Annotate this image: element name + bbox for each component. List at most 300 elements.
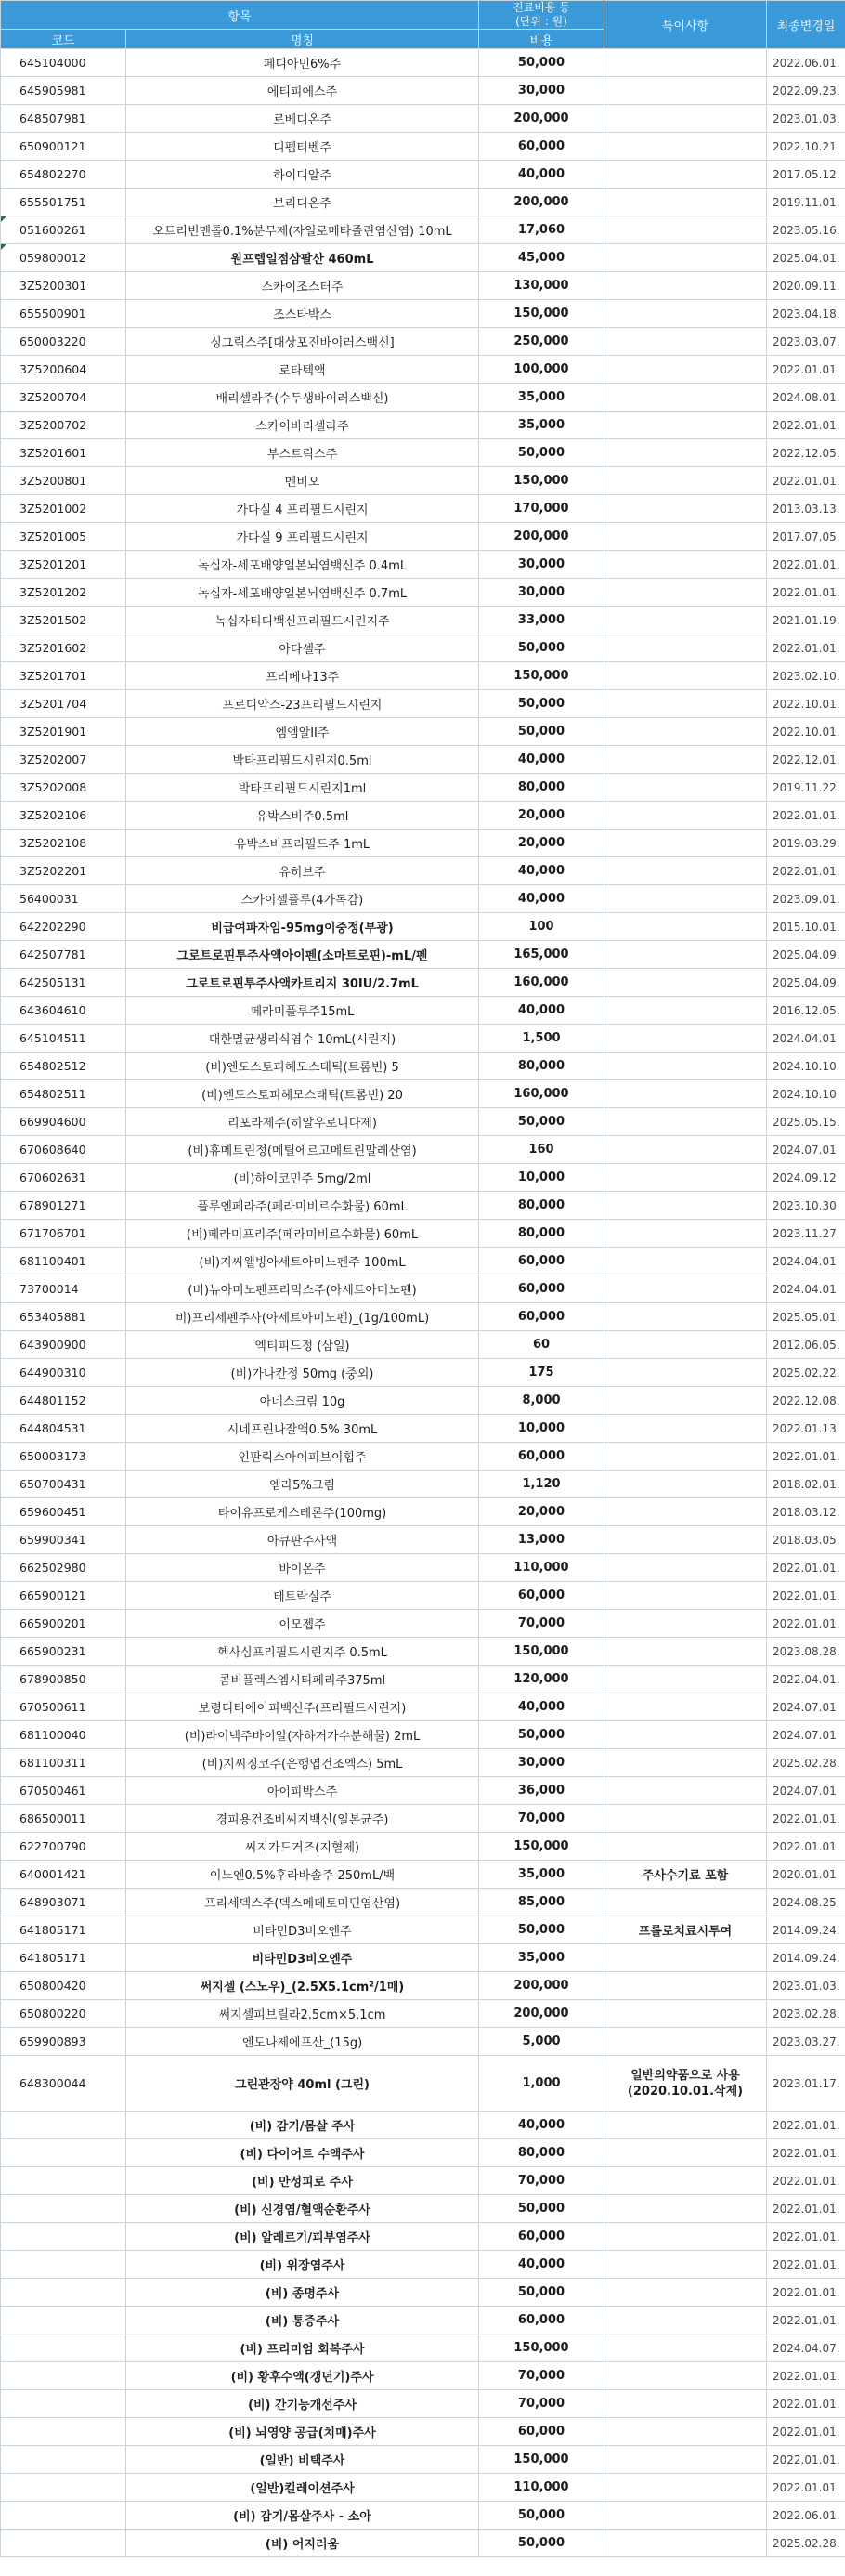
name-cell: 테트락실주 <box>126 1582 479 1610</box>
note-cell <box>604 2279 767 2307</box>
code-cell: 648903071 <box>1 1889 126 1916</box>
date-cell: 2024.07.01 <box>767 1693 845 1721</box>
date-cell: 2017.07.05. <box>767 523 845 551</box>
price-cell: 40,000 <box>479 997 604 1025</box>
table-row <box>1 2167 845 2195</box>
code-cell: 73700014 <box>1 1275 126 1303</box>
date-cell: 2023.09.01. <box>767 885 845 913</box>
code-cell <box>1 2418 126 2446</box>
name-cell: (비) 간기능개선주사 <box>126 2390 479 2418</box>
note-cell <box>604 746 767 774</box>
name-cell: 유박스비프리필드주 1mL <box>126 830 479 857</box>
note-cell <box>604 997 767 1025</box>
code-cell: 654802512 <box>1 1053 126 1080</box>
table-row <box>1 1610 845 1638</box>
name-cell: 에티피에스주 <box>126 77 479 105</box>
price-cell: 160,000 <box>479 1080 604 1108</box>
name-cell: (비) 종명주사 <box>126 2279 479 2307</box>
code-cell: 659900341 <box>1 1526 126 1554</box>
code-cell: 671706701 <box>1 1220 126 1248</box>
price-cell: 36,000 <box>479 1777 604 1805</box>
note-cell <box>604 49 767 77</box>
price-cell: 100,000 <box>479 356 604 384</box>
table-row <box>1 2028 845 2056</box>
code-cell: 3Z5201701 <box>1 662 126 690</box>
table-row <box>1 607 845 634</box>
name-cell: (비)지씨징코주(은행엽건조엑스) 5mL <box>126 1749 479 1777</box>
note-cell <box>604 2334 767 2362</box>
table-row <box>1 551 845 579</box>
note-cell <box>604 2418 767 2446</box>
note-cell <box>604 774 767 802</box>
table-row <box>1 1777 845 1805</box>
code-cell: 678901271 <box>1 1192 126 1220</box>
code-cell <box>1 2307 126 2334</box>
table-row <box>1 1443 845 1471</box>
price-cell: 250,000 <box>479 328 604 356</box>
code-cell: 641805171 <box>1 1944 126 1972</box>
price-cell: 50,000 <box>479 718 604 746</box>
name-cell: 시네프린나잘액0.5% 30mL <box>126 1415 479 1443</box>
price-cell: 60,000 <box>479 1582 604 1610</box>
code-cell: 3Z5202108 <box>1 830 126 857</box>
table-row <box>1 328 845 356</box>
name-cell: 녹십자-세포배양일본뇌염백신주 0.7mL <box>126 579 479 607</box>
date-cell: 2022.01.01. <box>767 1554 845 1582</box>
name-cell: 페라미플루주15mL <box>126 997 479 1025</box>
price-cell: 60 <box>479 1331 604 1359</box>
date-cell: 2024.04.01 <box>767 1275 845 1303</box>
name-cell: 엑티피드정 (삼일) <box>126 1331 479 1359</box>
price-cell: 40,000 <box>479 1693 604 1721</box>
code-cell <box>1 2474 126 2502</box>
code-cell: 678900850 <box>1 1666 126 1693</box>
price-cell: 50,000 <box>479 2530 604 2557</box>
name-cell: 프로디악스-23프리필드시린지 <box>126 690 479 718</box>
price-cell: 80,000 <box>479 1220 604 1248</box>
price-cell: 1,500 <box>479 1025 604 1053</box>
note-cell <box>604 1749 767 1777</box>
name-cell: (비)뉴아미노펜프리믹스주(아세트아미노펜) <box>126 1275 479 1303</box>
name-cell: 아다셀주 <box>126 634 479 662</box>
code-cell: 665900121 <box>1 1582 126 1610</box>
date-cell: 2025.02.28. <box>767 2530 845 2557</box>
note-cell <box>604 2530 767 2557</box>
date-cell: 2019.11.22. <box>767 774 845 802</box>
code-cell: 641805171 <box>1 1916 126 1944</box>
name-cell: 녹십자-세포배양일본뇌염백신주 0.4mL <box>126 551 479 579</box>
code-cell: 665900201 <box>1 1610 126 1638</box>
note-cell <box>604 1164 767 1192</box>
price-cell: 50,000 <box>479 439 604 467</box>
note-cell <box>604 1805 767 1833</box>
table-row <box>1 1554 845 1582</box>
note-cell <box>604 133 767 161</box>
name-cell: 로타텍액 <box>126 356 479 384</box>
code-cell: 645104511 <box>1 1025 126 1053</box>
note-cell: 일반의약품으로 사용 (2020.10.01.삭제) <box>604 2056 767 2112</box>
name-cell: 프리세덱스주(덱스메데토미딘염산염) <box>126 1889 479 1916</box>
price-cell: 60,000 <box>479 2223 604 2251</box>
table-row <box>1 1749 845 1777</box>
price-cell: 30,000 <box>479 579 604 607</box>
date-cell: 2025.04.09. <box>767 941 845 969</box>
price-cell: 50,000 <box>479 1916 604 1944</box>
table-row <box>1 1415 845 1443</box>
price-cell: 50,000 <box>479 1108 604 1136</box>
name-cell: 디펩티벤주 <box>126 133 479 161</box>
table-row <box>1 1108 845 1136</box>
note-cell <box>604 77 767 105</box>
name-cell: (비)엔도스토피헤모스태틱(트롬빈) 5 <box>126 1053 479 1080</box>
code-cell: 670500611 <box>1 1693 126 1721</box>
table-row <box>1 1944 845 1972</box>
note-cell <box>604 941 767 969</box>
table-row <box>1 662 845 690</box>
code-cell: 648300044 <box>1 2056 126 2112</box>
table-row <box>1 77 845 105</box>
price-cell: 70,000 <box>479 2362 604 2390</box>
table-row <box>1 830 845 857</box>
note-cell <box>604 913 767 941</box>
code-cell: 665900231 <box>1 1638 126 1666</box>
code-cell: 655501751 <box>1 189 126 216</box>
name-cell: 조스타박스 <box>126 300 479 328</box>
table-row <box>1 746 845 774</box>
code-cell: 640001421 <box>1 1861 126 1889</box>
note-cell <box>604 216 767 244</box>
date-cell: 2023.04.18. <box>767 300 845 328</box>
date-cell: 2022.06.01. <box>767 2502 845 2530</box>
name-cell: 프리베나13주 <box>126 662 479 690</box>
name-cell: 이노엔0.5%후라바솔주 250mL/백 <box>126 1861 479 1889</box>
note-cell <box>604 300 767 328</box>
name-cell: 싱그릭스주[대상포진바이러스백신] <box>126 328 479 356</box>
code-cell: 650003220 <box>1 328 126 356</box>
code-cell <box>1 2251 126 2279</box>
note-cell <box>604 412 767 439</box>
code-cell: 686500011 <box>1 1805 126 1833</box>
name-cell: 써지셀피브릴라2.5cm×5.1cm <box>126 2000 479 2028</box>
code-cell <box>1 2139 126 2167</box>
date-cell: 2022.01.01. <box>767 2362 845 2390</box>
price-cell: 40,000 <box>479 161 604 189</box>
price-cell: 10,000 <box>479 1164 604 1192</box>
table-row <box>1 2251 845 2279</box>
table-row <box>1 2139 845 2167</box>
table-row <box>1 244 845 272</box>
price-cell: 20,000 <box>479 802 604 830</box>
price-cell: 170,000 <box>479 495 604 523</box>
price-cell: 33,000 <box>479 607 604 634</box>
name-cell: 플루엔페라주(페라미비르수화물) 60mL <box>126 1192 479 1220</box>
date-cell: 2022.01.01. <box>767 2418 845 2446</box>
name-cell: 비급여파자임-95mg이중정(부광) <box>126 913 479 941</box>
price-cell: 150,000 <box>479 2334 604 2362</box>
name-cell: 보령디티에이피백신주(프리필드시린지) <box>126 1693 479 1721</box>
name-cell: 아네스크림 10g <box>126 1387 479 1415</box>
header-last-change: 최종변경일 <box>767 1 845 49</box>
name-cell: 엔도나제에프산_(15g) <box>126 2028 479 2056</box>
code-cell <box>1 2446 126 2474</box>
table-row <box>1 997 845 1025</box>
name-cell: (비)엔도스토피헤모스태틱(트롬빈) 20 <box>126 1080 479 1108</box>
note-cell <box>604 2362 767 2390</box>
code-cell <box>1 2362 126 2390</box>
price-cell: 60,000 <box>479 1248 604 1275</box>
code-cell <box>1 2502 126 2530</box>
code-cell: 3Z5201704 <box>1 690 126 718</box>
table-row <box>1 1471 845 1498</box>
note-cell <box>604 1303 767 1331</box>
table-row <box>1 467 845 495</box>
code-cell: 3Z5201602 <box>1 634 126 662</box>
table-row <box>1 1805 845 1833</box>
price-cell: 40,000 <box>479 2251 604 2279</box>
table-row <box>1 1053 845 1080</box>
date-cell: 2014.09.24. <box>767 1944 845 1972</box>
price-cell: 35,000 <box>479 384 604 412</box>
header-price: 비용 <box>479 30 604 49</box>
name-cell: 오트리빈멘톨0.1%분무제(자일로메타졸린염산염) 10mL <box>126 216 479 244</box>
table-row <box>1 272 845 300</box>
table-row <box>1 412 845 439</box>
name-cell: (비)라이넥주바이알(자하거가수분해물) 2mL <box>126 1721 479 1749</box>
name-cell: 유박스비주0.5ml <box>126 802 479 830</box>
date-cell: 2022.01.01. <box>767 1805 845 1833</box>
note-cell <box>604 1526 767 1554</box>
code-cell: 3Z5201502 <box>1 607 126 634</box>
name-cell: 바이온주 <box>126 1554 479 1582</box>
name-cell: 비)프리세펜주사(아세트아미노펜)_(1g/100mL) <box>126 1303 479 1331</box>
code-cell: 643604610 <box>1 997 126 1025</box>
name-cell: 원프렙일점삼팔산 460mL <box>126 244 479 272</box>
code-cell: 059800012 <box>1 244 126 272</box>
code-cell: 642202290 <box>1 913 126 941</box>
price-cell: 50,000 <box>479 690 604 718</box>
note-cell <box>604 2251 767 2279</box>
note-cell <box>604 328 767 356</box>
table-row <box>1 356 845 384</box>
note-cell <box>604 439 767 467</box>
name-cell: 이모젭주 <box>126 1610 479 1638</box>
date-cell: 2022.01.01. <box>767 1833 845 1861</box>
code-cell: 3Z5200702 <box>1 412 126 439</box>
date-cell: 2014.09.24. <box>767 1916 845 1944</box>
note-cell: 프롤로치료시투여 <box>604 1916 767 1944</box>
date-cell: 2020.09.11. <box>767 272 845 300</box>
note-cell: 주사수기료 포함 <box>604 1861 767 1889</box>
price-cell: 110,000 <box>479 2474 604 2502</box>
note-cell <box>604 1136 767 1164</box>
table-row <box>1 1136 845 1164</box>
table-row <box>1 579 845 607</box>
date-cell: 2022.01.01. <box>767 2167 845 2195</box>
name-cell: 박타프리필드시린지1ml <box>126 774 479 802</box>
price-cell: 70,000 <box>479 2167 604 2195</box>
name-cell: (일반) 비택주사 <box>126 2446 479 2474</box>
table-row <box>1 1582 845 1610</box>
header-note: 특이사항 <box>604 1 767 49</box>
table-row <box>1 1359 845 1387</box>
price-cell: 130,000 <box>479 272 604 300</box>
date-cell: 2018.03.05. <box>767 1526 845 1554</box>
name-cell: 페디아민6%주 <box>126 49 479 77</box>
date-cell: 2019.03.29. <box>767 830 845 857</box>
price-cell: 40,000 <box>479 2112 604 2139</box>
table-row <box>1 857 845 885</box>
name-cell: 그린관장약 40ml (그린) <box>126 2056 479 2112</box>
note-cell <box>604 1666 767 1693</box>
date-cell: 2022.01.01. <box>767 2307 845 2334</box>
name-cell: 하이디알주 <box>126 161 479 189</box>
date-cell: 2024.07.01 <box>767 1777 845 1805</box>
code-cell <box>1 2530 126 2557</box>
note-cell <box>604 1833 767 1861</box>
note-cell <box>604 1192 767 1220</box>
table-header <box>1 1 845 49</box>
note-cell <box>604 551 767 579</box>
date-cell: 2022.04.01. <box>767 1666 845 1693</box>
table-row <box>1 1080 845 1108</box>
date-cell: 2023.01.17. <box>767 2056 845 2112</box>
name-cell: 경피용건조비씨지백신(일본균주) <box>126 1805 479 1833</box>
date-cell: 2024.08.01. <box>767 384 845 412</box>
date-cell: 2022.10.01. <box>767 690 845 718</box>
name-cell: (비) 프리미엄 회복주사 <box>126 2334 479 2362</box>
price-cell: 20,000 <box>479 1498 604 1526</box>
name-cell: (비) 감기/몸살 주사 <box>126 2112 479 2139</box>
price-cell: 20,000 <box>479 830 604 857</box>
name-cell: 녹십자티디백신프리필드시린지주 <box>126 607 479 634</box>
code-cell: 669904600 <box>1 1108 126 1136</box>
note-cell <box>604 690 767 718</box>
note-cell <box>604 1638 767 1666</box>
name-cell: (비) 만성피로 주사 <box>126 2167 479 2195</box>
table-row <box>1 1638 845 1666</box>
date-cell: 2025.04.09. <box>767 969 845 997</box>
name-cell: (비)하이코민주 5mg/2ml <box>126 1164 479 1192</box>
price-cell: 50,000 <box>479 49 604 77</box>
code-cell: 681100040 <box>1 1721 126 1749</box>
code-cell <box>1 2167 126 2195</box>
code-cell: 3Z5201005 <box>1 523 126 551</box>
name-cell: 씨지가드거즈(지혈제) <box>126 1833 479 1861</box>
table-row <box>1 941 845 969</box>
name-cell: (비) 위장염주사 <box>126 2251 479 2279</box>
date-cell: 2022.01.01. <box>767 356 845 384</box>
date-cell: 2018.03.12. <box>767 1498 845 1526</box>
code-cell <box>1 2390 126 2418</box>
code-cell: 670500461 <box>1 1777 126 1805</box>
row-flag-marker <box>1 216 6 222</box>
code-cell: 622700790 <box>1 1833 126 1861</box>
date-cell: 2023.02.28. <box>767 2000 845 2028</box>
name-cell: 엠엠알II주 <box>126 718 479 746</box>
note-cell <box>604 2195 767 2223</box>
date-cell: 2022.01.01. <box>767 634 845 662</box>
table-row <box>1 2530 845 2557</box>
name-cell: (비) 알레르기/피부염주사 <box>126 2223 479 2251</box>
table-row <box>1 1387 845 1415</box>
note-cell <box>604 607 767 634</box>
note-cell <box>604 2474 767 2502</box>
name-cell: 배리셀라주(수두생바이러스백신) <box>126 384 479 412</box>
date-cell: 2022.10.21. <box>767 133 845 161</box>
name-cell: 로베디온주 <box>126 105 479 133</box>
code-cell: 644801152 <box>1 1387 126 1415</box>
table-row <box>1 2223 845 2251</box>
date-cell: 2022.06.01. <box>767 49 845 77</box>
price-cell: 150,000 <box>479 2446 604 2474</box>
price-cell: 160,000 <box>479 969 604 997</box>
table-row <box>1 2502 845 2530</box>
date-cell: 2023.11.27 <box>767 1220 845 1248</box>
table-row <box>1 1025 845 1053</box>
note-cell <box>604 2502 767 2530</box>
date-cell: 2023.01.03. <box>767 105 845 133</box>
name-cell: 그로트로핀투주사액카트리지 30IU/2.7mL <box>126 969 479 997</box>
code-cell: 655500901 <box>1 300 126 328</box>
price-cell: 200,000 <box>479 2000 604 2028</box>
table-row <box>1 774 845 802</box>
header-price-group: 진료비용 등 (단위 : 원) <box>479 1 604 30</box>
date-cell: 2022.01.01. <box>767 467 845 495</box>
code-cell: 670602631 <box>1 1164 126 1192</box>
name-cell: 비타민D3비오엔주 <box>126 1916 479 1944</box>
date-cell: 2024.07.01 <box>767 1721 845 1749</box>
name-cell: (비) 뇌영양 공급(치매)주사 <box>126 2418 479 2446</box>
date-cell: 2024.04.07. <box>767 2334 845 2362</box>
date-cell: 2022.01.01. <box>767 2223 845 2251</box>
name-cell: 리포라제주(히알우로니다제) <box>126 1108 479 1136</box>
date-cell: 2017.05.12. <box>767 161 845 189</box>
date-cell: 2024.10.10 <box>767 1053 845 1080</box>
price-cell: 165,000 <box>479 941 604 969</box>
table-row <box>1 2446 845 2474</box>
code-cell: 643900900 <box>1 1331 126 1359</box>
date-cell: 2016.12.05. <box>767 997 845 1025</box>
note-cell <box>604 885 767 913</box>
note-cell <box>604 1443 767 1471</box>
date-cell: 2025.02.28. <box>767 1749 845 1777</box>
price-cell: 1,000 <box>479 2056 604 2112</box>
price-cell: 50,000 <box>479 2195 604 2223</box>
note-cell <box>604 467 767 495</box>
table-row <box>1 2362 845 2390</box>
table-row <box>1 300 845 328</box>
date-cell: 2022.01.01. <box>767 551 845 579</box>
name-cell: 브리디온주 <box>126 189 479 216</box>
date-cell: 2022.01.01. <box>767 412 845 439</box>
date-cell: 2022.12.05. <box>767 439 845 467</box>
code-cell <box>1 2223 126 2251</box>
code-cell: 3Z5201202 <box>1 579 126 607</box>
name-cell: 비타민D3비오엔주 <box>126 1944 479 1972</box>
date-cell: 2025.05.15. <box>767 1108 845 1136</box>
name-cell: 써지셀 (스노우)_(2.5X5.1cm²/1매) <box>126 1972 479 2000</box>
note-cell <box>604 161 767 189</box>
name-cell: (비)페라미프리주(페라미비르수화물) 60mL <box>126 1220 479 1248</box>
table-row <box>1 1248 845 1275</box>
table-row <box>1 133 845 161</box>
table-row <box>1 495 845 523</box>
price-cell: 35,000 <box>479 1861 604 1889</box>
table-row <box>1 523 845 551</box>
table-row <box>1 1721 845 1749</box>
note-cell <box>604 1053 767 1080</box>
price-cell: 150,000 <box>479 467 604 495</box>
